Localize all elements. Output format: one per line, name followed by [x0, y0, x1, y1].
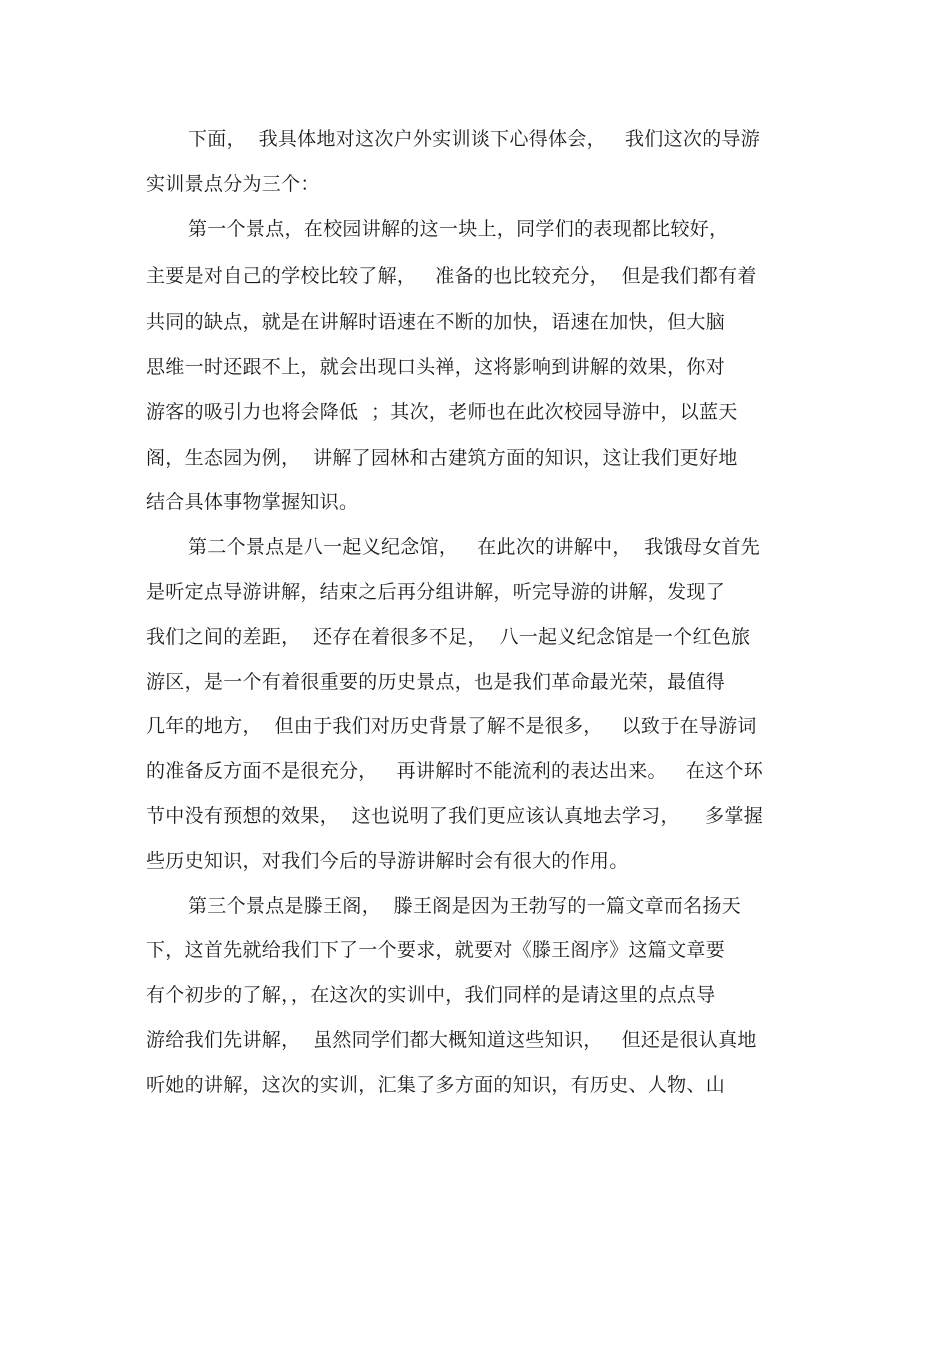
text-line: 下面， 我具体地对这次户外实训谈下心得体会， 我们这次的导游: [188, 128, 761, 150]
text-line: 有个初步的了解，，在这次的实训中，我们同样的是请这里的点点导: [146, 984, 716, 1006]
text-line: 些历史知识，对我们今后的导游讲解时会有很大的作用。: [146, 850, 629, 872]
text-line: 几年的地方， 但由于我们对历史背景了解不是很多， 以致于在导游词: [146, 715, 757, 737]
text-line: 下，这首先就给我们下了一个要求，就要对《滕王阁序》这篇文章要: [146, 939, 726, 961]
text-line: 共同的缺点，就是在讲解时语速在不断的加快，语速在加快，但大脑: [146, 311, 726, 333]
text-line: 我们之间的差距， 还存在着很多不足， 八一起义纪念馆是一个红色旅: [146, 626, 751, 648]
text-line: 游客的吸引力也将会降低 ；其次，老师也在此次校园导游中，以蓝天: [146, 401, 738, 423]
text-line: 思维一时还跟不上，就会出现口头禅，这将影响到讲解的效果，你对: [146, 356, 726, 378]
text-line: 游区，是一个有着很重要的历史景点，也是我们革命最光荣，最值得: [146, 671, 726, 693]
text-line: 主要是对自己的学校比较了解， 准备的也比较充分， 但是我们都有着: [146, 265, 757, 287]
text-line: 阁，生态园为例， 讲解了园林和古建筑方面的知识，这让我们更好地: [146, 447, 738, 469]
text-line: 结合具体事物掌握知识。: [146, 491, 359, 513]
text-line: 听她的讲解，这次的实训，汇集了多方面的知识，有历史、人物、山: [146, 1074, 726, 1096]
text-line: 游给我们先讲解， 虽然同学们都大概知道这些知识， 但还是很认真地: [146, 1029, 757, 1051]
text-line: 实训景点分为三个：: [146, 173, 320, 195]
text-line: 节中没有预想的效果， 这也说明了我们更应该认真地去学习， 多掌握: [146, 805, 764, 827]
text-line: 的准备反方面不是很充分， 再讲解时不能流利的表达出来。 在这个环: [146, 760, 764, 782]
text-line: 是听定点导游讲解，结束之后再分组讲解，听完导游的讲解，发现了: [146, 581, 726, 603]
text-line: 第一个景点，在校园讲解的这一块上，同学们的表现都比较好，: [188, 218, 729, 240]
text-line: 第二个景点是八一起义纪念馆， 在此次的讲解中， 我饿母女首先: [188, 536, 761, 558]
text-line: 第三个景点是滕王阁， 滕王阁是因为王勃写的一篇文章而名扬天: [188, 895, 742, 917]
